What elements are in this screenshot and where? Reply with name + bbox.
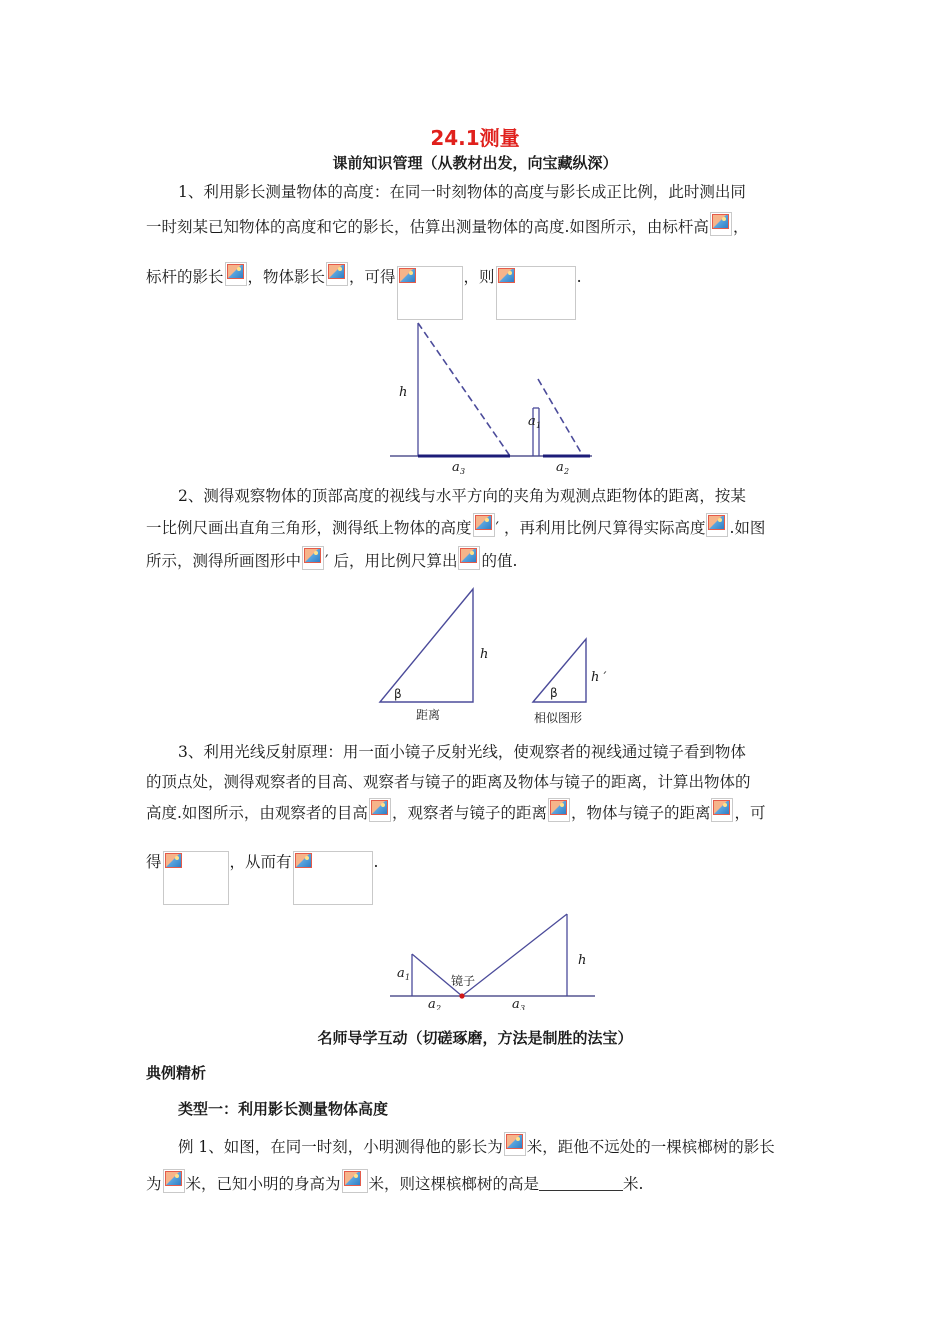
formula-image-icon xyxy=(710,212,732,236)
p2-line1: 2、测得观察物体的顶部高度的视线与水平方向的夹角为观测点距物体的距离，按某 xyxy=(178,487,746,505)
shadow-diagram xyxy=(380,315,605,480)
formula-image-icon xyxy=(548,798,570,822)
example1-line2 xyxy=(146,1169,643,1194)
ex1-text-d: 米，已知小明的身高为 xyxy=(185,1175,341,1193)
p2-text-d: 所示，测得所画图形中 xyxy=(146,552,302,570)
label-a1-sub: 1 xyxy=(536,421,542,430)
reflected-line xyxy=(462,914,567,996)
answer-blank[interactable] xyxy=(539,1176,623,1191)
label-a1-sub: 1 xyxy=(405,973,411,982)
formula-image-icon xyxy=(473,513,495,537)
similar-triangles-diagram xyxy=(372,583,622,728)
p1-text-b: ，物体影长 xyxy=(247,268,326,286)
formula-image-icon xyxy=(225,262,247,286)
p2-text-b: ′ ，再利用比例尺算得实际高度 xyxy=(495,519,706,537)
p1-line2-text: 一时刻某已知物体的高度和它的影长，估算出测量物体的高度.如图所示，由标杆高 xyxy=(146,218,709,236)
ex1-text-a: 例 1、如图，在同一时刻，小明测得他的影长为 xyxy=(178,1138,503,1156)
ex1-text-e: 米，则这棵槟榔树的高是 xyxy=(368,1175,540,1193)
object-shadow-ray xyxy=(418,323,510,456)
label-h: h xyxy=(578,953,587,968)
label-h: h xyxy=(480,647,489,662)
p3-text-b: ，观察者与镜子的距离 xyxy=(391,804,547,822)
label-similar: 相似图形 xyxy=(534,711,583,725)
p1-line3 xyxy=(146,262,582,320)
label-a2-sub: 2 xyxy=(436,1004,442,1010)
p3-text-f: ，从而有 xyxy=(229,853,292,871)
large-triangle xyxy=(380,589,473,702)
formula-image-icon xyxy=(293,851,373,905)
label-a3-sub: 3 xyxy=(520,1004,526,1010)
ex1-text-f: 米. xyxy=(623,1175,644,1193)
label-beta-1: β xyxy=(394,687,402,701)
p3-line4 xyxy=(146,850,378,905)
p1-line2 xyxy=(146,212,748,237)
p3-text-e: 得 xyxy=(146,853,162,871)
p3-text-d: ，可 xyxy=(734,804,766,822)
p2-text-f: 的值. xyxy=(481,552,518,570)
p1-line2-end: ， xyxy=(732,218,749,236)
section-heading: 典例精析 xyxy=(146,1064,207,1082)
p1-text-e: . xyxy=(576,268,582,286)
pole-shadow-ray xyxy=(538,379,583,456)
label-a1: a xyxy=(397,966,405,981)
p2-text-c: .如图 xyxy=(729,519,766,537)
p3-text-a: 高度.如图所示，由观察者的目高 xyxy=(146,804,368,822)
label-mirror: 镜子 xyxy=(451,974,476,988)
formula-image-icon xyxy=(496,266,576,320)
formula-image-icon xyxy=(302,546,324,570)
label-a2-sub: 2 xyxy=(564,467,570,476)
p1-text-d: ，则 xyxy=(463,268,495,286)
type-heading: 类型一：利用影长测量物体高度 xyxy=(178,1100,389,1118)
label-a3: a xyxy=(512,997,520,1010)
formula-image-icon xyxy=(326,262,348,286)
p2-line2 xyxy=(146,513,765,538)
section-subtitle-preview: 课前知识管理（从教材出发，向宝藏纵深） xyxy=(332,154,618,172)
page-title: 24.1测量 xyxy=(430,126,520,150)
label-a2: a xyxy=(428,997,436,1010)
small-triangle xyxy=(533,639,586,702)
p3-line2: 的顶点处，测得观察者的目高、观察者与镜子的距离及物体与镜子的距离，计算出物体的 xyxy=(146,773,751,791)
p2-text-e: ′ 后，用比例尺算出 xyxy=(325,552,458,570)
formula-image-icon xyxy=(163,851,229,905)
formula-image-icon xyxy=(163,1169,185,1193)
formula-image-icon xyxy=(711,798,733,822)
formula-image-icon xyxy=(504,1132,526,1156)
p3-line1: 3、利用光线反射原理：用一面小镜子反射光线，使观察者的视线通过镜子看到物体 xyxy=(178,743,746,761)
p3-text-g: . xyxy=(373,853,379,871)
p3-text-c: ，物体与镜子的距离 xyxy=(570,804,711,822)
p1-text-a: 标杆的影长 xyxy=(146,268,224,286)
formula-image-icon xyxy=(342,1169,368,1193)
label-a3-sub: 3 xyxy=(460,467,466,476)
section-subtitle-guide: 名师导学互动（切磋琢磨，方法是制胜的法宝） xyxy=(317,1029,633,1047)
p2-text-a: 一比例尺画出直角三角形，测得纸上物体的高度 xyxy=(146,519,472,537)
label-h-prime: h ′ xyxy=(591,670,607,685)
label-a2: a xyxy=(556,460,564,475)
p1-text-c: ，可得 xyxy=(349,268,396,286)
p3-line3 xyxy=(146,798,765,823)
label-a1: a xyxy=(528,414,536,429)
label-distance: 距离 xyxy=(416,708,441,722)
label-beta-2: β xyxy=(550,686,558,700)
formula-image-icon xyxy=(369,798,391,822)
formula-image-icon xyxy=(397,266,463,320)
ex1-text-c: 为 xyxy=(146,1175,162,1193)
mirror-point xyxy=(459,993,464,998)
label-a3: a xyxy=(452,460,460,475)
formula-image-icon xyxy=(458,546,480,570)
p2-line3 xyxy=(146,546,517,571)
example1-line1 xyxy=(178,1132,775,1157)
p1-line1: 1、利用影长测量物体的高度：在同一时刻物体的高度与影长成正比例，此时测出同 xyxy=(178,183,746,201)
mirror-reflection-diagram xyxy=(385,905,600,1010)
label-h: h xyxy=(399,385,408,400)
formula-image-icon xyxy=(706,513,728,537)
ex1-text-b: 米，距他不远处的一棵槟榔树的影长 xyxy=(526,1138,775,1156)
